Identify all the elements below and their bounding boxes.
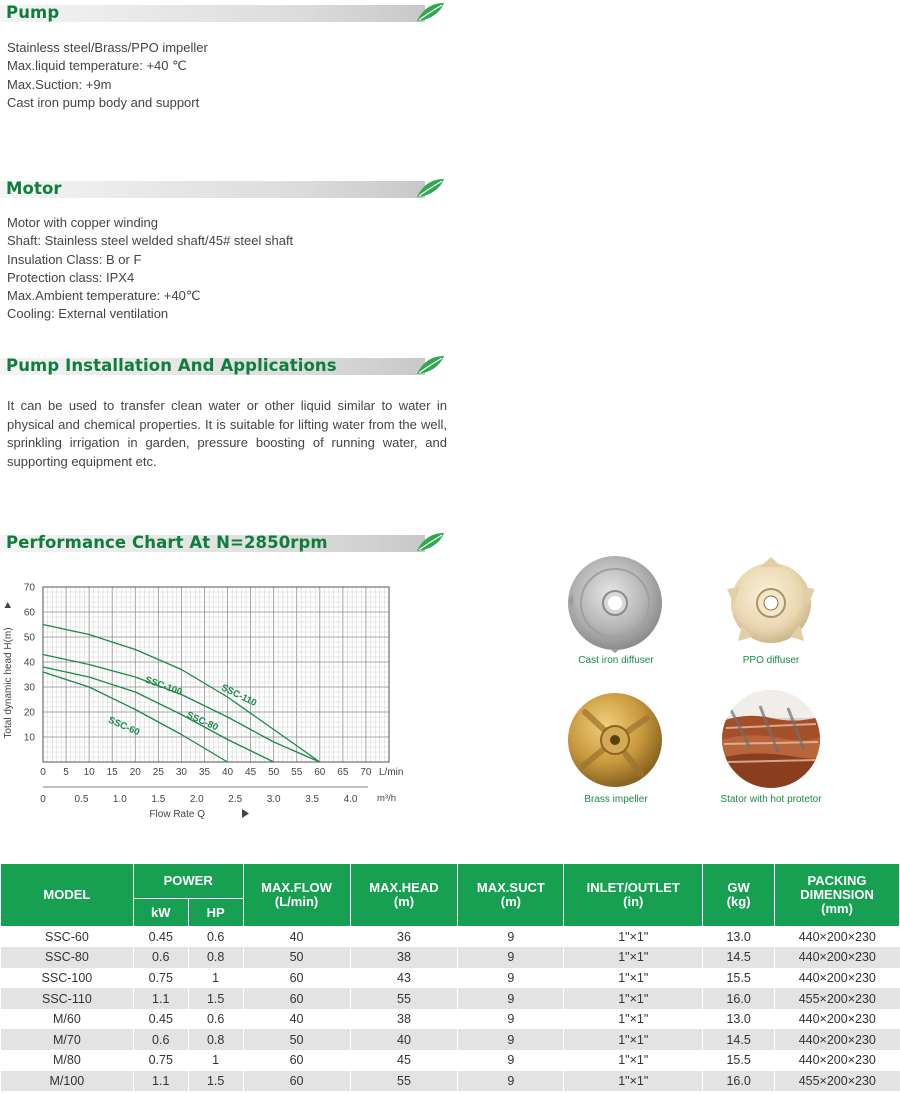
x-tick-label: 70 bbox=[360, 767, 372, 778]
table-cell: 1"×1" bbox=[564, 968, 703, 989]
section-title: Motor bbox=[6, 179, 62, 198]
table-cell: 1 bbox=[188, 968, 243, 989]
part-label: Brass impeller bbox=[584, 794, 648, 805]
feature-line: Max.Ambient temperature: +40℃ bbox=[7, 288, 201, 304]
table-row bbox=[1, 927, 900, 948]
y-tick-label: 30 bbox=[23, 682, 35, 694]
table-cell: 38 bbox=[350, 1009, 458, 1030]
y-axis-label: Total dynamic head H(m) bbox=[3, 627, 14, 739]
x2-tick-label: 1.5 bbox=[151, 794, 166, 805]
table-cell: 9 bbox=[458, 1009, 564, 1030]
table-cell: 1"×1" bbox=[564, 927, 703, 948]
x2-tick-label: 3.0 bbox=[266, 794, 281, 805]
x2-unit-label: m³/h bbox=[377, 793, 396, 804]
table-cell: 13.0 bbox=[703, 927, 775, 948]
x-tick-label: 20 bbox=[129, 767, 141, 778]
table-cell: 9 bbox=[458, 1050, 564, 1071]
table-cell: 440×200×230 bbox=[775, 927, 900, 948]
x-tick-label: 45 bbox=[245, 767, 257, 778]
table-cell: 0.75 bbox=[133, 1050, 188, 1071]
series-label: SSC-110 bbox=[219, 682, 259, 709]
x2-tick-label: 2.5 bbox=[228, 794, 243, 805]
table-cell: 1.5 bbox=[188, 1071, 243, 1092]
table-row bbox=[1, 1009, 900, 1030]
header-line: (L/min) bbox=[274, 894, 319, 909]
table-cell: 55 bbox=[350, 1071, 458, 1092]
table-cell: 16.0 bbox=[703, 1071, 775, 1092]
x-tick-label: 35 bbox=[198, 767, 211, 778]
feature-line: Protection class: IPX4 bbox=[7, 269, 135, 285]
table-cell: 455×200×230 bbox=[775, 1071, 900, 1092]
feature-line: Insulation Class: B or F bbox=[7, 251, 142, 267]
x-tick-label: 65 bbox=[337, 767, 349, 778]
table-cell: 0.8 bbox=[188, 1029, 243, 1050]
table-cell: 440×200×230 bbox=[775, 1009, 900, 1030]
table-cell: 60 bbox=[243, 1050, 350, 1071]
leaf-icon bbox=[415, 2, 445, 22]
table-row bbox=[1, 1050, 900, 1071]
header-max-flow bbox=[243, 864, 350, 927]
table-row bbox=[1, 947, 900, 968]
x2-tick-label: 3.5 bbox=[305, 794, 320, 805]
section-title: Performance Chart At N=2850rpm bbox=[6, 533, 328, 552]
x2-tick-label: 4.0 bbox=[343, 794, 358, 805]
table-cell: 60 bbox=[243, 1071, 350, 1092]
table-row bbox=[1, 1071, 900, 1092]
y-tick-label: 50 bbox=[23, 632, 35, 644]
feature-line: Motor with copper winding bbox=[7, 215, 159, 230]
table-cell: 40 bbox=[243, 927, 350, 948]
x-tick-label: 50 bbox=[268, 767, 280, 778]
header-line: (in) bbox=[623, 894, 644, 909]
table-cell: 15.5 bbox=[703, 968, 775, 989]
feature-line: Cooling: External ventilation bbox=[7, 306, 169, 322]
table-cell: 60 bbox=[243, 968, 350, 989]
x-tick-label: 5 bbox=[63, 767, 69, 778]
table-cell: M/60 bbox=[1, 1009, 134, 1030]
table-cell: 440×200×230 bbox=[775, 1050, 900, 1071]
header-hp: HP bbox=[188, 899, 243, 927]
table-cell: 440×200×230 bbox=[775, 947, 900, 968]
part-label: Stator with hot protetor bbox=[720, 794, 822, 805]
table-cell: 0.45 bbox=[133, 927, 188, 948]
pump-features bbox=[7, 39, 208, 112]
header-line: MAX.FLOW bbox=[261, 880, 332, 895]
table-cell: 440×200×230 bbox=[775, 1029, 900, 1050]
header-max-head bbox=[350, 864, 458, 927]
section-title: Pump bbox=[6, 3, 60, 22]
stator-image bbox=[720, 688, 822, 790]
header-power: POWER bbox=[133, 864, 243, 899]
series-label: SSC-60 bbox=[106, 714, 142, 739]
x2-tick-label: 2.0 bbox=[189, 794, 204, 805]
section-header-pump bbox=[0, 2, 445, 22]
x-unit-label: L/min bbox=[379, 767, 404, 778]
section-header-installation bbox=[0, 355, 445, 375]
feature-line: Max.liquid temperature: +40 ℃ bbox=[7, 58, 187, 74]
header-line: MAX.HEAD bbox=[369, 880, 439, 895]
section-bar bbox=[0, 181, 425, 198]
table-cell: 9 bbox=[458, 988, 564, 1009]
leaf-icon bbox=[415, 355, 445, 375]
table-cell: 36 bbox=[350, 927, 458, 948]
table-cell: 13.0 bbox=[703, 1009, 775, 1030]
feature-line: Shaft: Stainless steel welded shaft/45# steel shaft bbox=[7, 233, 294, 249]
table-cell: 0.6 bbox=[133, 947, 188, 968]
table-cell: 55 bbox=[350, 988, 458, 1009]
header-model: MODEL bbox=[1, 864, 134, 927]
table-cell: 14.5 bbox=[703, 1029, 775, 1050]
table-cell: 455×200×230 bbox=[775, 988, 900, 1009]
table-cell: 1"×1" bbox=[564, 1029, 703, 1050]
specification-table bbox=[0, 863, 900, 1091]
header-max-suct bbox=[458, 864, 564, 927]
table-cell: 50 bbox=[243, 1029, 350, 1050]
series-label: SSC-80 bbox=[184, 709, 220, 734]
y-tick-label: 60 bbox=[23, 607, 35, 619]
y-tick-label: 10 bbox=[23, 732, 35, 744]
table-cell: 0.6 bbox=[188, 1009, 243, 1030]
table-cell: 16.0 bbox=[703, 988, 775, 1009]
table-cell: 1"×1" bbox=[564, 947, 703, 968]
table-cell: 14.5 bbox=[703, 947, 775, 968]
header-line: DIMENSION bbox=[800, 887, 874, 902]
table-cell: 60 bbox=[243, 988, 350, 1009]
header-line: (mm) bbox=[821, 901, 853, 916]
table-cell: 0.8 bbox=[188, 947, 243, 968]
table-cell: M/70 bbox=[1, 1029, 134, 1050]
table-cell: M/80 bbox=[1, 1050, 134, 1071]
table-cell: 1.5 bbox=[188, 988, 243, 1009]
table-row bbox=[1, 988, 900, 1009]
header-line: (kg) bbox=[726, 894, 751, 909]
y-tick-label: 40 bbox=[23, 657, 35, 669]
table-cell: 15.5 bbox=[703, 1050, 775, 1071]
table-cell: 0.75 bbox=[133, 968, 188, 989]
x-tick-label: 60 bbox=[314, 767, 326, 778]
header-inlet-outlet bbox=[564, 864, 703, 927]
header-kw: kW bbox=[133, 899, 188, 927]
table-cell: 1"×1" bbox=[564, 1050, 703, 1071]
ppo-diffuser-image bbox=[720, 553, 822, 653]
table-cell: SSC-100 bbox=[1, 968, 134, 989]
table-cell: M/100 bbox=[1, 1071, 134, 1092]
x-tick-label: 40 bbox=[221, 767, 234, 778]
table-cell: 1"×1" bbox=[564, 1071, 703, 1092]
header-line: PACKING bbox=[807, 873, 867, 888]
table-cell: 9 bbox=[458, 1029, 564, 1050]
table-row bbox=[1, 968, 900, 989]
table-cell: SSC-80 bbox=[1, 947, 134, 968]
feature-line: Max.Suction: +9m bbox=[7, 76, 112, 92]
table-cell: 1"×1" bbox=[564, 988, 703, 1009]
table-cell: 0.6 bbox=[188, 927, 243, 948]
x2-tick-label: 0.5 bbox=[74, 794, 89, 805]
installation-text: It can be used to transfer clean water or other liquid similar to water in physical and chemical properties. It is suitable for lifting water from the well, sprinkling irrigation in garden, pressure boosting of running water, and supporting equipment etc. bbox=[7, 398, 447, 469]
table-row bbox=[1, 1029, 900, 1050]
series-label: SSC-100 bbox=[143, 674, 184, 699]
y-tick-label: 20 bbox=[23, 707, 35, 719]
x-axis-label: Flow Rate Q bbox=[149, 809, 205, 820]
section-header-motor bbox=[0, 178, 445, 198]
table-cell: 0.45 bbox=[133, 1009, 188, 1030]
y-tick-label: 70 bbox=[23, 582, 35, 594]
section-header-performance bbox=[0, 532, 445, 552]
table-cell: 45 bbox=[350, 1050, 458, 1071]
table-cell: 9 bbox=[458, 968, 564, 989]
performance-chart bbox=[0, 575, 420, 825]
y-axis-arrow-icon bbox=[5, 602, 12, 608]
header-line: GW bbox=[727, 880, 750, 895]
table-cell: 1.1 bbox=[133, 1071, 188, 1092]
header-line: (m) bbox=[500, 894, 521, 909]
feature-line: Stainless steel/Brass/PPO impeller bbox=[7, 40, 208, 55]
header-line: INLET/OUTLET bbox=[586, 880, 680, 895]
feature-line: Cast iron pump body and support bbox=[7, 94, 200, 110]
header-packing bbox=[775, 864, 900, 927]
cast-iron-diffuser-image bbox=[565, 553, 665, 653]
x-tick-label: 25 bbox=[152, 767, 164, 778]
x-tick-label: 0 bbox=[40, 767, 46, 778]
motor-features bbox=[7, 214, 293, 324]
table-cell: 40 bbox=[350, 1029, 458, 1050]
table-cell: SSC-110 bbox=[1, 988, 134, 1009]
plot-area bbox=[43, 587, 389, 762]
header-line: (m) bbox=[393, 894, 415, 909]
table-cell: 440×200×230 bbox=[775, 968, 900, 989]
header-line: MAX.SUCT bbox=[476, 880, 545, 895]
table-cell: 1"×1" bbox=[564, 1009, 703, 1030]
table-cell: 9 bbox=[458, 927, 564, 948]
header-gw bbox=[703, 864, 775, 927]
part-label: Cast iron diffuser bbox=[578, 655, 654, 666]
chart-grid bbox=[43, 587, 389, 762]
x-tick-label: 30 bbox=[175, 767, 187, 778]
table-cell: 50 bbox=[243, 947, 350, 968]
table-cell: 0.6 bbox=[133, 1029, 188, 1050]
x-tick-label: 55 bbox=[291, 767, 303, 778]
x-tick-label: 15 bbox=[106, 767, 118, 778]
leaf-icon bbox=[415, 178, 445, 198]
x-axis-arrow-icon bbox=[242, 809, 249, 818]
section-bar bbox=[0, 5, 425, 22]
table-cell: 1.1 bbox=[133, 988, 188, 1009]
x2-tick-label: 1.0 bbox=[112, 794, 127, 805]
leaf-icon bbox=[415, 532, 445, 552]
table-cell: 40 bbox=[243, 1009, 350, 1030]
table-cell: 9 bbox=[458, 947, 564, 968]
table-cell: 38 bbox=[350, 947, 458, 968]
section-title: Pump Installation And Applications bbox=[6, 356, 337, 375]
part-label: PPO diffuser bbox=[742, 655, 800, 666]
x-tick-label: 10 bbox=[83, 767, 95, 778]
table-cell: SSC-60 bbox=[1, 927, 134, 948]
table-cell: 43 bbox=[350, 968, 458, 989]
table-cell: 9 bbox=[458, 1071, 564, 1092]
brass-impeller-image bbox=[565, 690, 665, 790]
table-cell: 1 bbox=[188, 1050, 243, 1071]
x2-tick-label: 0 bbox=[40, 794, 46, 805]
